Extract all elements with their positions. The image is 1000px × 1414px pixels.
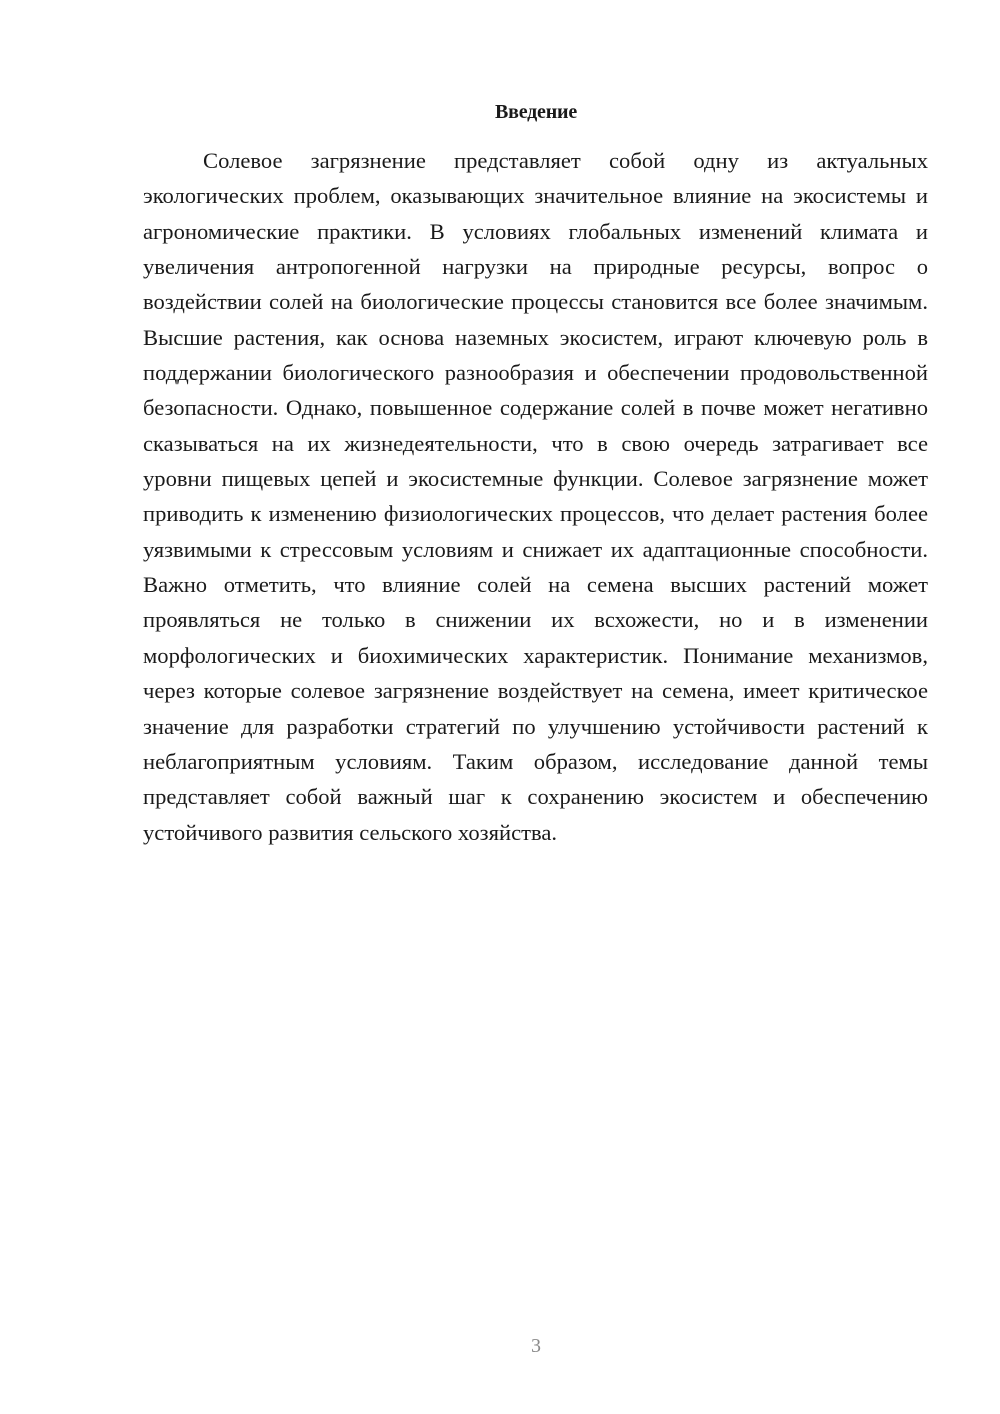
page-number: 3 (531, 1335, 541, 1357)
introduction-paragraph: Солевое загрязнение представляет собой одну из актуальных экологических проблем, оказывающих значительное влияние на экосистемы и агрономические практики. В условиях глобальных изменений климата и увеличения антропогенной нагрузки на природные ресурсы, вопрос о воздействии солей на биологические процессы становится все более значимым. Высшие растения, как основа наземных экосистем, играют ключевую роль в поддержании биологического разнообразия и обеспечении продовольственной безопасности. Однако, повышенное содержание солей в почве может негативно сказываться на их жизнедеятельности, что в свою очередь затрагивает все уровни пищевых цепей и экосистемные функции. Солевое загрязнение может приводить к изменению физиологических процессов, что делает растения более уязвимыми к стрессовым условиям и снижает их адаптационные способности. Важно отметить, что влияние солей на семена высших растений может проявляться не только в снижении их всхожести, но и в изменении морфологических и биохимических характеристик. Понимание механизмов, через которые солевое загрязнение воздействует на семена, имеет критическое значение для разработки стратегий по улучшению устойчивости растений к неблагоприятным условиям. Таким образом, исследование данной темы представляет собой важный шаг к сохранению экосистем и обеспечению устойчивого развития сельского хозяйства. (143, 148, 928, 845)
section-heading: Введение (494, 101, 578, 123)
